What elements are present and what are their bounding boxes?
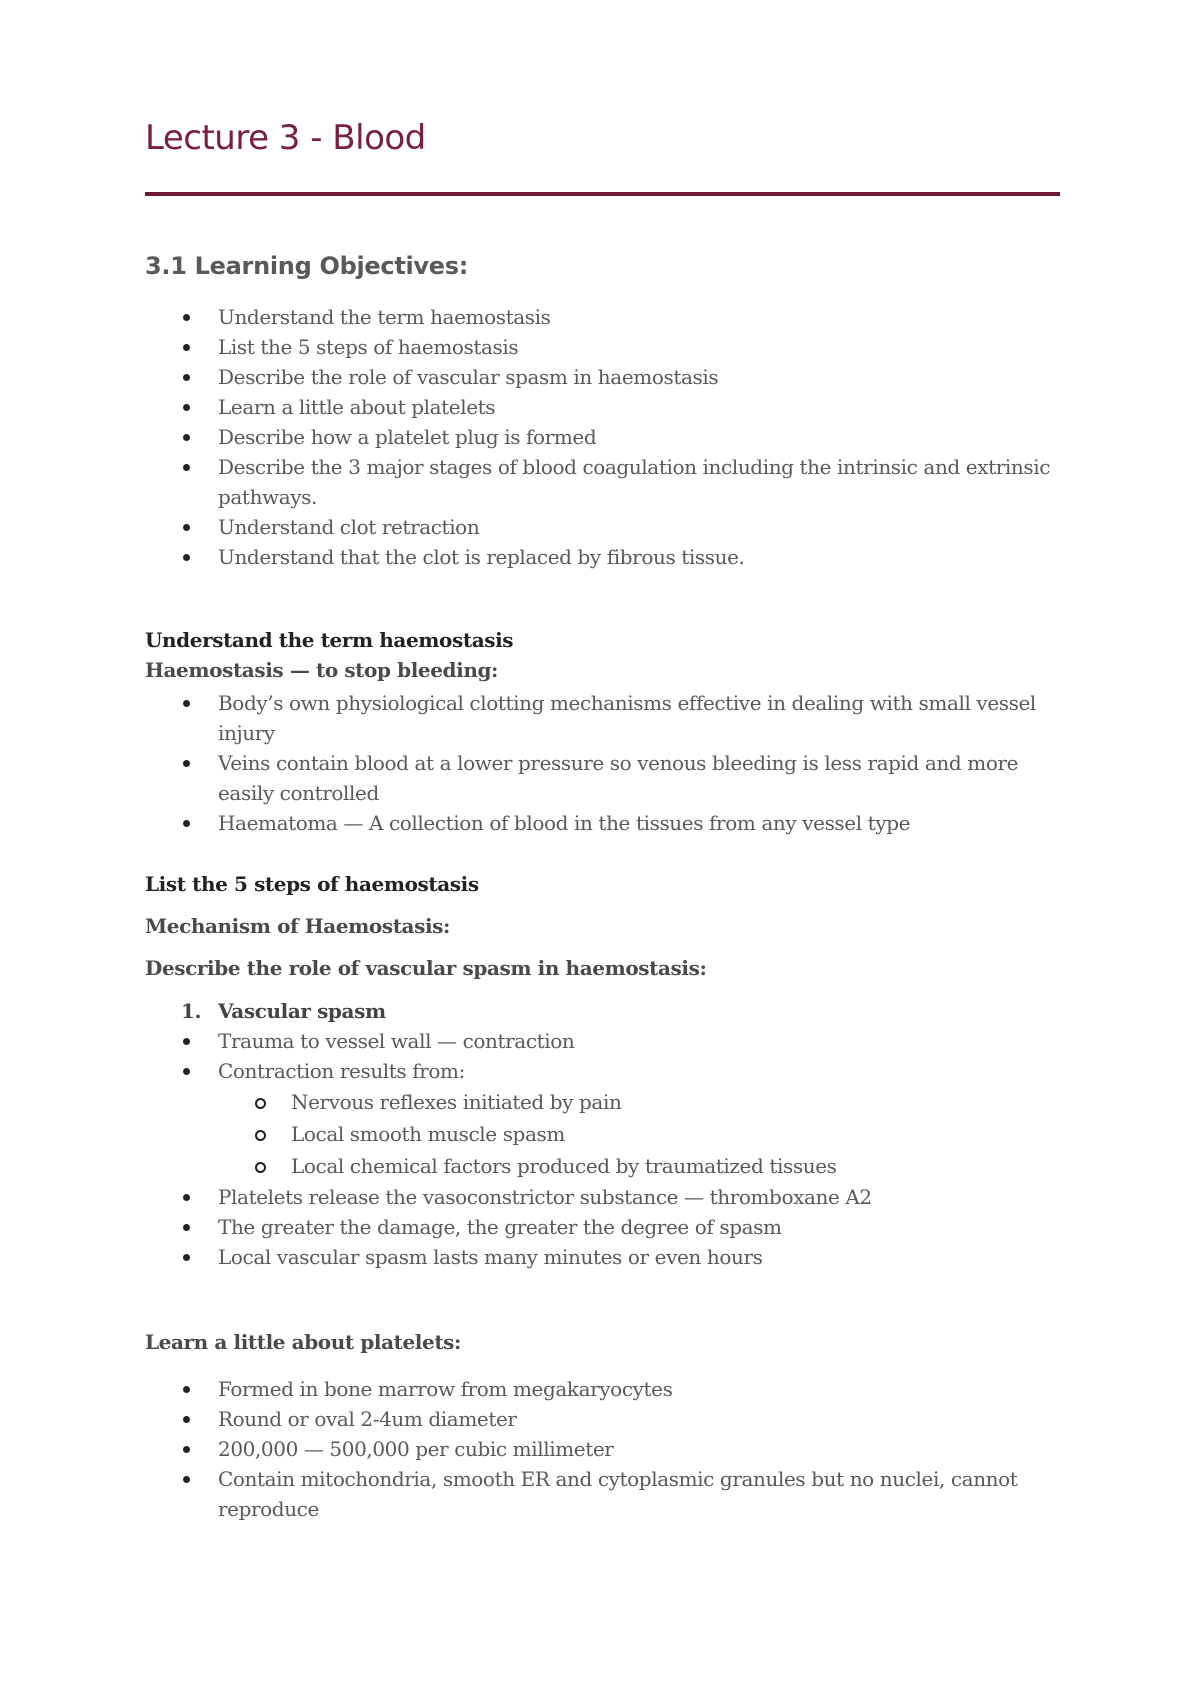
objectives-list: [145, 302, 1065, 572]
sub-list-item: Local smooth muscle spasm: [145, 1118, 1065, 1150]
numbered-item-label: Vascular spasm: [218, 999, 386, 1023]
objectives-heading: 3.1 Learning Objectives:: [145, 252, 469, 280]
list-item: Round or oval 2-4um diameter: [145, 1404, 1065, 1434]
list-item: Platelets release the vasoconstrictor substance — thromboxane A2: [145, 1182, 1065, 1212]
list-item: Contain mitochondria, smooth ER and cytoplasmic granules but no nuclei, cannot reproduce: [145, 1464, 1065, 1524]
document-title: Lecture 3 - Blood: [145, 118, 426, 158]
section-heading-steps: List the 5 steps of haemostasis: [145, 872, 479, 896]
sub-list-item: Nervous reflexes initiated by pain: [145, 1086, 1065, 1118]
haemostasis-subheading: Haemostasis — to stop bleeding:: [145, 658, 499, 682]
list-item: List the 5 steps of haemostasis: [145, 332, 1065, 362]
sub-list-item: Local chemical factors produced by traumatized tissues: [145, 1150, 1065, 1182]
list-item: Body’s own physiological clotting mechanisms effective in dealing with small vessel injury: [145, 688, 1065, 748]
vascular-spasm-list: [145, 996, 1065, 1272]
haemostasis-list: [145, 688, 1065, 838]
list-item: Formed in bone marrow from megakaryocytes: [145, 1374, 1065, 1404]
platelets-list: [145, 1374, 1065, 1524]
list-item: Contraction results from:: [145, 1056, 1065, 1086]
mechanism-heading: Mechanism of Haemostasis:: [145, 914, 451, 938]
section-heading-haemostasis: Understand the term haemostasis: [145, 628, 514, 652]
list-number: 1.: [181, 999, 202, 1023]
list-item: Describe the role of vascular spasm in haemostasis: [145, 362, 1065, 392]
list-item: Learn a little about platelets: [145, 392, 1065, 422]
numbered-item: [145, 996, 1065, 1026]
title-divider: [145, 192, 1060, 196]
list-item: Understand clot retraction: [145, 512, 1065, 542]
vascular-spasm-heading: Describe the role of vascular spasm in haemostasis:: [145, 956, 707, 980]
list-item: Understand the term haemostasis: [145, 302, 1065, 332]
list-item: Understand that the clot is replaced by fibrous tissue.: [145, 542, 1065, 572]
list-item: Describe how a platelet plug is formed: [145, 422, 1065, 452]
list-item: The greater the damage, the greater the degree of spasm: [145, 1212, 1065, 1242]
list-item: Haematoma — A collection of blood in the tissues from any vessel type: [145, 808, 1065, 838]
list-item: 200,000 — 500,000 per cubic millimeter: [145, 1434, 1065, 1464]
list-item: Veins contain blood at a lower pressure so venous bleeding is less rapid and more easily controlled: [145, 748, 1065, 808]
list-item: Local vascular spasm lasts many minutes or even hours: [145, 1242, 1065, 1272]
platelets-heading: Learn a little about platelets:: [145, 1330, 461, 1354]
list-item: Trauma to vessel wall — contraction: [145, 1026, 1065, 1056]
list-item: Describe the 3 major stages of blood coagulation including the intrinsic and extrinsic pathways.: [145, 452, 1065, 512]
